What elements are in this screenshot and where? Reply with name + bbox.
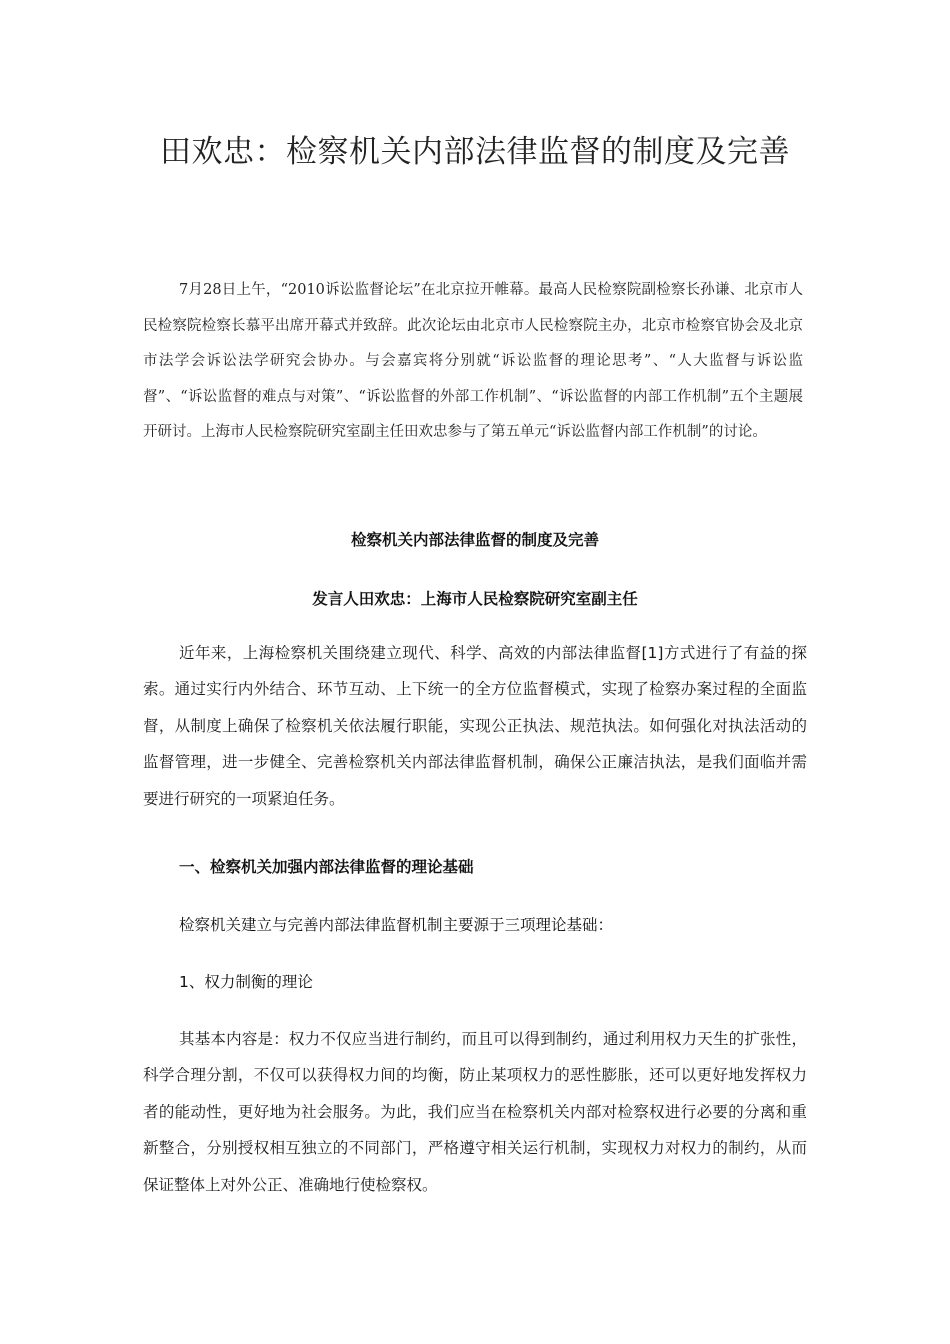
subheading-1: 1、权力制衡的理论 <box>179 973 313 991</box>
section-heading: 一、检察机关加强内部法律监督的理论基础 <box>179 858 474 876</box>
speaker-line: 发言人田欢忠：上海市人民检察院研究室副主任 <box>312 590 638 608</box>
body-paragraph-1: 近年来，上海检察机关围绕建立现代、科学、高效的内部法律监督[1]方式进行了有益的探索。通过实行内外结合、环节互动、上下统一的全方位监督模式，实现了检察办案过程的全面监督，从制度上确保了检察机关依法履行职能，实现公正执法、规范执法。如何强化对执法活动的监督管理，进一步健全、完善检察机关内部法律监督机制，确保公正廉洁执法，是我们面临并需要进行研究的一项紧迫任务。 <box>143 644 807 808</box>
article-subtitle: 检察机关内部法律监督的制度及完善 <box>350 531 599 549</box>
body-paragraph-2: 检察机关建立与完善内部法律监督机制主要源于三项理论基础： <box>179 916 614 934</box>
document-title: 田欢忠：检察机关内部法律监督的制度及完善 <box>160 134 790 170</box>
intro-paragraph: 7月28日上午，“2010诉讼监督论坛”在北京拉开帷幕。最高人民检察院副检察长孙谦、北京市人民检察院检察长慕平出席开幕式并致辞。此次论坛由北京市人民检察院主办，北京市检察官协会及北京市法学会诉讼法学研究会协办。与会嘉宾将分别就“诉讼监督的理论思考”、“人大监督与诉讼监督”、“诉讼监督的难点与对策”、“诉讼监督的外部工作机制”、“诉讼监督的内部工作机制”五个主题展开研讨。上海市人民检察院研究室副主任田欢忠参与了第五单元“诉讼监督内部工作机制”的讨论。 <box>143 282 803 441</box>
body-paragraph-3: 其基本内容是：权力不仅应当进行制约，而且可以得到制约，通过利用权力天生的扩张性，科学合理分割，不仅可以获得权力间的均衡，防止某项权力的恶性膨胀，还可以更好地发挥权力者的能动性，更好地为社会服务。为此，我们应当在检察机关内部对检察权进行必要的分离和重新整合，分别授权相互独立的不同部门，严格遵守相关运行机制，实现权力对权力的制约，从而保证整体上对外公正、准确地行使检察权。 <box>143 1030 807 1194</box>
